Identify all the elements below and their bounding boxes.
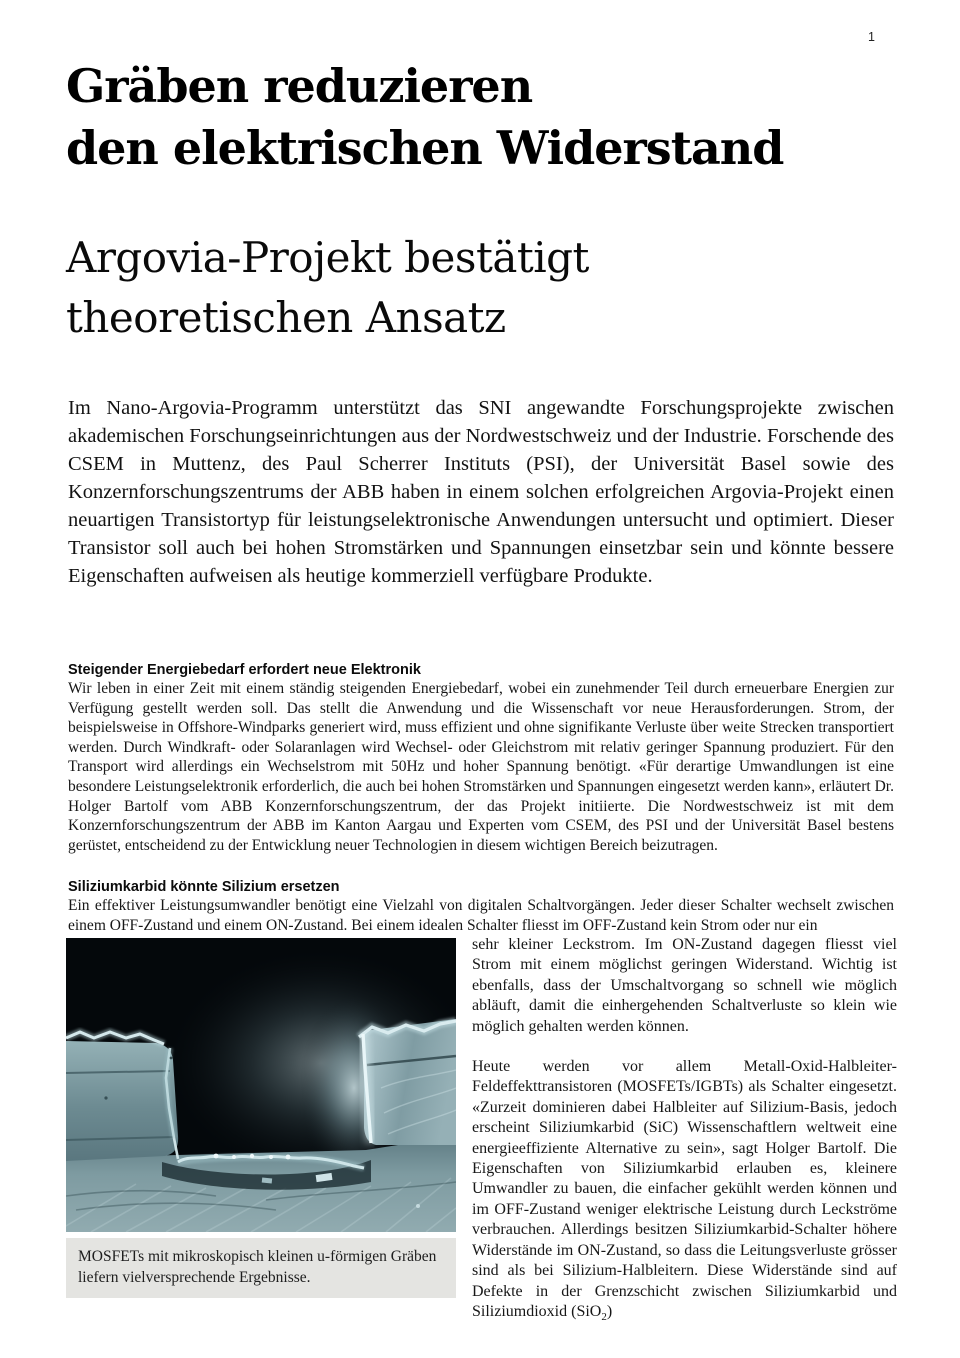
column-paragraph-2-main: Heute werden vor allem Metall-Oxid-Halbleiter-Feldeffekttransistoren (MOSFETs/IGBTs) als Schalter eingesetzt. «Zurzeit dominieren dabei Halbleiter auf Silizium-Basis, jedoch erscheint Siliziumkarbid (SiC) Wissenschaftlern weltweit eine energieeffiziente Alternative zu sein», sagt Holger Bartolf. Die Eigenschaften von Siliziumkarbid erlauben es, kleinere Umwandler zu bauen, die einfacher gekühlt werden können und im OFF-Zustand weniger elektrische Leistung durch Leckströme verbrauchen. Allerdings besitzen Siliziumkarbid-Schalter höhere Widerstände im ON-Zustand, so dass die Leitungsverluste grösser sind als bei Silizium-Halbleitern. Diese Widerstände sind auf Defekte in der Grenzschicht zwischen Siliziumkarbid und Siliziumdioxid (SiO xyxy=(472,1058,897,1320)
section1-heading: Steigender Energiebedarf erfordert neue Elektronik xyxy=(68,662,421,678)
sem-micrograph-image xyxy=(66,938,456,1232)
section2-heading: Siliziumkarbid könnte Silizium ersetzen xyxy=(68,879,340,895)
sio2-subscript: 2 xyxy=(601,1311,607,1324)
lead-paragraph: Im Nano-Argovia-Programm unterstützt das SNI angewandte Forschungsprojekte zwischen akademischen Forschungseinrichtungen aus der Nordwestschweiz und der Industrie. Forschende des CSEM in Muttenz, des Paul Scherrer Instituts (PSI), der Universität Basel sowie des Konzernforschungszentrums der ABB haben in einem solchen erfolgreichen Argovia-Projekt einen neuartigen Transistortyp für leistungselektronische Anwendungen untersucht und optimiert. Dieser Transistor soll auch bei hohen Stromstärken und Spannungen einsetzbar sein und könnte bessere Eigenschaften aufweisen als heutige kommerziell verfügbare Produkte. xyxy=(68,397,894,587)
section2-intro-paragraph: Ein effektiver Leistungsumwandler benötigt eine Vielzahl von digitalen Schaltvorgängen. Jeder dieser Schalter wechselt zwischen einem OFF-Zustand und einem ON-Zustand. Bei einem idealen Schalter fliesst im OFF-Zustand kein Strom oder nur ein xyxy=(68,897,894,934)
page-number: 1 xyxy=(868,30,875,44)
image-caption xyxy=(66,1238,456,1298)
article-title-line2: den elektrischen Widerstand xyxy=(66,121,784,175)
column-paragraph-2 xyxy=(472,1057,897,1322)
article-title-line1: Gräben reduzieren xyxy=(66,59,533,113)
article-subtitle xyxy=(66,228,906,348)
article-subtitle-line1: Argovia-Projekt bestätigt xyxy=(66,233,589,282)
article-title xyxy=(66,55,906,179)
image-caption-text: MOSFETs mit mikroskopisch kleinen u-förmigen Gräben liefern vielversprechende Ergebnisse. xyxy=(78,1248,437,1286)
column-paragraph-1: sehr kleiner Leckstrom. Im ON-Zustand dagegen fliesst viel Strom mit einem möglichst geringen Widerstand. Wichtig ist ebenfalls, dass der Umschaltvorgang so schnell wie möglich abläuft, damit die einhergehenden Schaltverluste so klein wie möglich gehalten werden können. xyxy=(472,936,897,1035)
section1-paragraph: Wir leben in einer Zeit mit einem ständig steigenden Energiebedarf, wobei ein zunehmender Teil durch erneuerbare Energien zur Verfügung gestellt werden soll. Das stellt die Anwendung und die Wissenschaft vor neue Herausforderungen. Strom, der beispielsweise in Offshore-Windparks generiert wird, muss effizient und ohne signifikante Verluste über weite Strecken transportiert werden. Durch Windkraft- oder Solaranlagen wird Wechsel- oder Gleichstrom mit relativ geringer Spannung produziert. Für den Transport wird allerdings ein Wechselstrom mit 50Hz und hoher Spannung benötigt. «Für derartige Umwandlungen ist eine besondere Leistungselektronik erforderlich, die auch bei hohen Stromstärken und Spannungen eingesetzt werden kann», erläutert Dr. Holger Bartolf vom ABB Konzernforschungszentrum, der das Projekt initiierte. Die Nordwestschweiz ist mit dem Konzernforschungszentrum der ABB im Kanton Aargau und Experten vom CSEM, des PSI und der Universität Basel bestens gerüstet, entscheidend zu der Entwicklung neuer Technologien in diesem wichtigen Bereich beizutragen. xyxy=(68,680,894,854)
two-column-area xyxy=(66,938,897,1322)
sem-image-figure xyxy=(66,938,456,1298)
column-paragraph-2-end: ) xyxy=(606,1302,613,1320)
right-column-text xyxy=(472,935,897,1322)
article-subtitle-line2: theoretischen Ansatz xyxy=(66,293,506,342)
